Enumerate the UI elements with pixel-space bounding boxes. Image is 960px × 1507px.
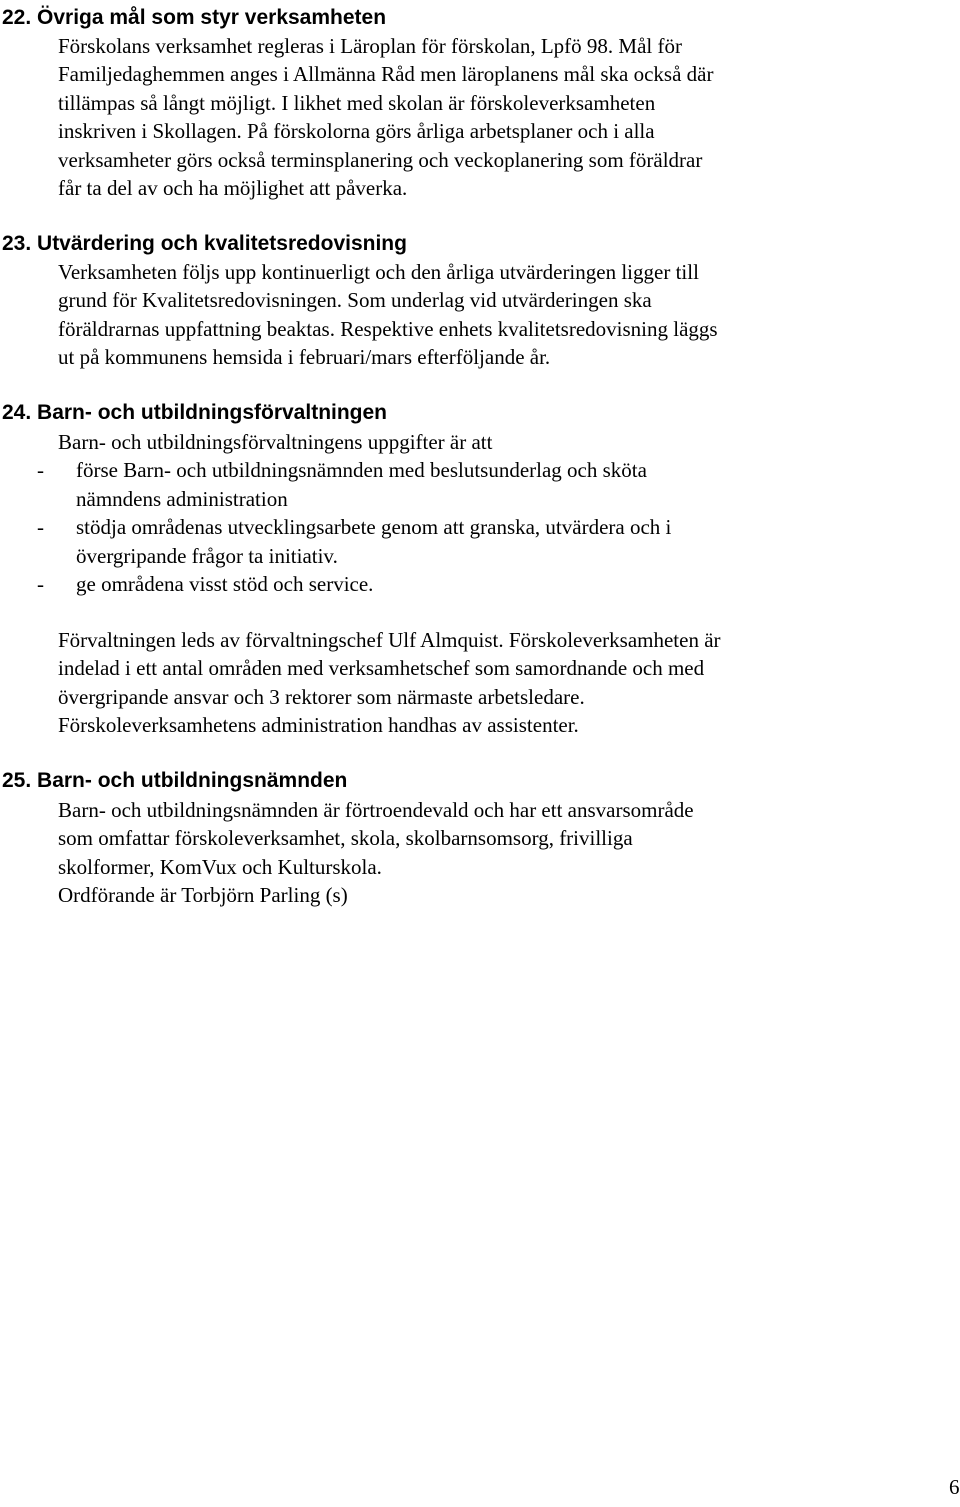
paragraph-line: övergripande ansvar och 3 rektorer som närmaste arbetsledare. [58, 684, 585, 709]
list-dash: - [37, 458, 44, 483]
paragraph-line: föräldrarnas uppfattning beaktas. Respektive enhets kvalitetsredovisning läggs [58, 316, 718, 341]
paragraph-line: Ordförande är Torbjörn Parling (s) [58, 883, 348, 908]
paragraph-line: inskriven i Skollagen. På förskolorna görs årliga arbetsplaner och i alla [58, 119, 655, 144]
section-heading: 23. Utvärdering och kvalitetsredovisning [2, 232, 407, 255]
paragraph-line: tillämpas så långt möjligt. I likhet med skolan är förskoleverksamheten [58, 90, 656, 115]
paragraph-line: Verksamheten följs upp kontinuerligt och den årliga utvärderingen ligger till [58, 260, 699, 284]
paragraph-line: grund för Kvalitetsredovisningen. Som underlag vid utvärderingen ska [58, 288, 652, 313]
paragraph-line: får ta del av och ha möjlighet att påverka. [58, 176, 408, 200]
paragraph-line: indelad i ett antal områden med verksamhetschef som samordnande och med [58, 656, 705, 681]
list-text-line: stödja områdenas utvecklingsarbete genom att granska, utvärdera och i [76, 515, 672, 540]
list-text-line: övergripande frågor ta initiativ. [76, 543, 338, 568]
paragraph-line: skolformer, KomVux och Kulturskola. [58, 854, 382, 879]
paragraph-line: Förvaltningen leds av förvaltningschef Ulf Almquist. Förskoleverksamheten är [58, 628, 721, 652]
list-dash: - [37, 572, 44, 596]
list-dash: - [37, 515, 44, 540]
section-heading: 24. Barn- och utbildningsförvaltningen [2, 401, 388, 424]
list-text-line: förse Barn- och utbildningsnämnden med beslutsunderlag och sköta [76, 458, 647, 483]
paragraph-line: ut på kommunens hemsida i februari/mars efterföljande år. [58, 345, 551, 370]
section-heading: 25. Barn- och utbildningsnämnden [2, 769, 348, 792]
paragraph-line: som omfattar förskoleverksamhet, skola, skolbarnsomsorg, frivilliga [58, 826, 633, 851]
paragraph-line: Familjedaghemmen anges i Allmänna Råd men läroplanens mål ska också där [58, 62, 714, 87]
paragraph-line: verksamheter görs också terminsplanering och veckoplanering som föräldrar [58, 147, 703, 172]
section-heading: 22. Övriga mål som styr verksamheten [2, 6, 387, 29]
paragraph-line: Förskolans verksamhet regleras i Läroplan för förskolan, Lpfö 98. Mål för [58, 34, 682, 58]
page-number: 6 [949, 1475, 960, 1499]
list-text-line: ge områdena visst stöd och service. [76, 572, 374, 596]
paragraph-line: Förskoleverksamhetens administration handhas av assistenter. [58, 713, 579, 738]
paragraph-line: Barn- och utbildningsnämnden är förtroendevald och har ett ansvarsområde [58, 798, 694, 822]
list-text-line: nämndens administration [76, 486, 288, 511]
paragraph-line: Barn- och utbildningsförvaltningens uppgifter är att [58, 430, 493, 454]
